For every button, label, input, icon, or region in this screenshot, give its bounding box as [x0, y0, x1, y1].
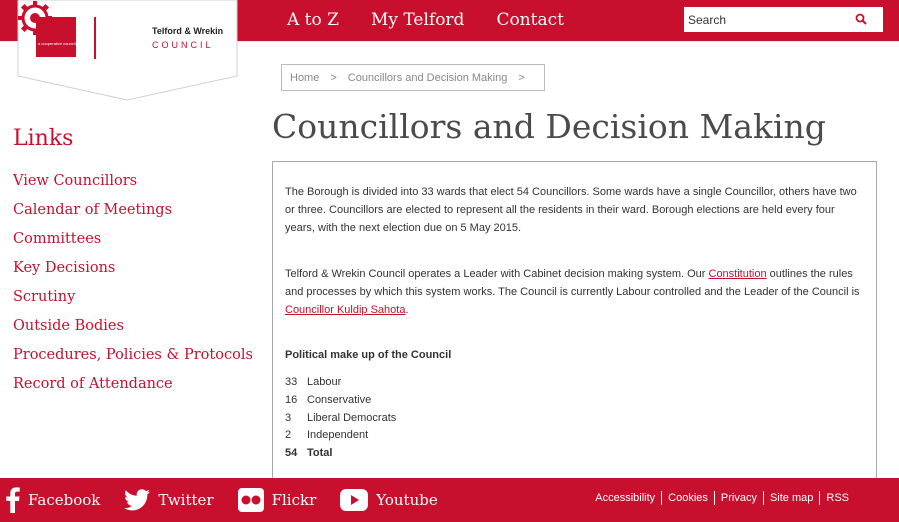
search-input[interactable]	[684, 8, 848, 31]
youtube-label: Youtube	[376, 491, 438, 509]
cooperative-council-text: a cooperative council	[38, 41, 76, 46]
seat-count: 16	[285, 393, 298, 406]
sidebar-item-procedures[interactable]: Procedures, Policies & Protocols	[13, 347, 253, 363]
search-icon[interactable]	[855, 13, 867, 25]
list-item	[285, 374, 867, 392]
list-item	[285, 392, 867, 410]
footer-link-site-map[interactable]: Site map	[763, 491, 819, 505]
footer-link-privacy[interactable]: Privacy	[714, 491, 763, 505]
makeup-title: Political make up of the Council	[285, 349, 452, 361]
nav-my-telford[interactable]: My Telford	[370, 10, 465, 30]
page-title: Councillors and Decision Making	[272, 107, 826, 146]
logo-council: COUNCIL	[152, 40, 214, 50]
party-name: Independent	[307, 429, 369, 442]
twitter-link[interactable]	[124, 489, 213, 511]
footer	[0, 478, 899, 522]
nav-contact[interactable]: Contact	[496, 10, 564, 30]
facebook-icon	[6, 487, 20, 513]
sidebar-item-scrutiny[interactable]: Scrutiny	[13, 289, 76, 305]
sidebar-item-record-of-attendance[interactable]: Record of Attendance	[13, 376, 173, 392]
total-row	[285, 445, 867, 463]
makeup-list	[285, 374, 867, 463]
flickr-icon	[238, 488, 264, 512]
youtube-icon	[340, 489, 368, 511]
breadcrumb-home[interactable]: Home	[290, 71, 320, 84]
decision-text-b: outlines the rules and processes by which this system works. The Council is currently Labour controlled and the Leader of the Council is	[285, 268, 860, 298]
sidebar-item-key-decisions[interactable]: Key Decisions	[13, 260, 116, 276]
logo-name: Telford & Wrekin	[152, 26, 224, 36]
party-name: Labour	[307, 376, 342, 388]
decision-text-c: .	[405, 304, 409, 316]
list-item	[285, 427, 867, 445]
logo-badge[interactable]	[17, 0, 237, 100]
breadcrumb-current: Councillors and Decision Making	[347, 71, 508, 84]
sidebar-item-calendar-of-meetings[interactable]: Calendar of Meetings	[13, 202, 173, 218]
flickr-link[interactable]	[238, 488, 317, 512]
logo-divider	[94, 17, 96, 59]
footer-link-accessibility[interactable]: Accessibility	[595, 492, 656, 504]
seat-count: 33	[285, 376, 298, 388]
sidebar-item-committees[interactable]: Committees	[13, 231, 102, 247]
sidebar-item-view-councillors[interactable]: View Councillors	[13, 173, 138, 189]
seat-count: 3	[285, 411, 292, 424]
facebook-link[interactable]	[6, 487, 100, 513]
footer-links	[589, 491, 855, 505]
nav-a-to-z[interactable]: A to Z	[287, 10, 339, 30]
sidebar-links	[13, 171, 253, 403]
sidebar-item-outside-bodies[interactable]: Outside Bodies	[13, 318, 124, 334]
breadcrumb-separator: >	[330, 71, 337, 84]
links-heading: Links	[13, 126, 74, 151]
breadcrumb-separator: >	[518, 71, 525, 84]
total-label: Total	[307, 447, 333, 460]
content-body	[285, 183, 867, 463]
list-item	[285, 410, 867, 428]
telford-wrekin-emblem-icon	[17, 0, 53, 36]
decision-text-a: Telford & Wrekin Council operates a Leader with Cabinet decision making system. Our	[285, 268, 709, 280]
facebook-label: Facebook	[28, 491, 101, 509]
content-panel	[272, 161, 877, 479]
twitter-icon	[124, 489, 150, 511]
breadcrumb	[281, 64, 545, 91]
twitter-label: Twitter	[158, 491, 214, 509]
leader-link[interactable]: Councillor Kuldip Sahota	[285, 304, 406, 316]
decision-paragraph	[285, 265, 867, 319]
youtube-link[interactable]	[340, 489, 437, 511]
flickr-label: Flickr	[271, 491, 317, 509]
constitution-link[interactable]: Constitution	[708, 268, 767, 280]
social-links	[0, 478, 456, 522]
footer-link-cookies[interactable]: Cookies	[661, 491, 714, 505]
party-name: Liberal Democrats	[307, 411, 397, 424]
party-name: Conservative	[307, 393, 372, 406]
main-nav	[287, 10, 596, 30]
footer-link-rss[interactable]: RSS	[819, 491, 855, 505]
total-count: 54	[285, 447, 298, 460]
intro-paragraph: The Borough is divided into 33 wards that elect 54 Councillors. Some wards have a single Councillor, others have two or three. Councillors are elected to represent all the residents in their ward. Borough elections are held every four years, with the next election due on 5 May 2015.	[285, 186, 857, 234]
search-box	[684, 7, 883, 32]
seat-count: 2	[285, 429, 292, 442]
